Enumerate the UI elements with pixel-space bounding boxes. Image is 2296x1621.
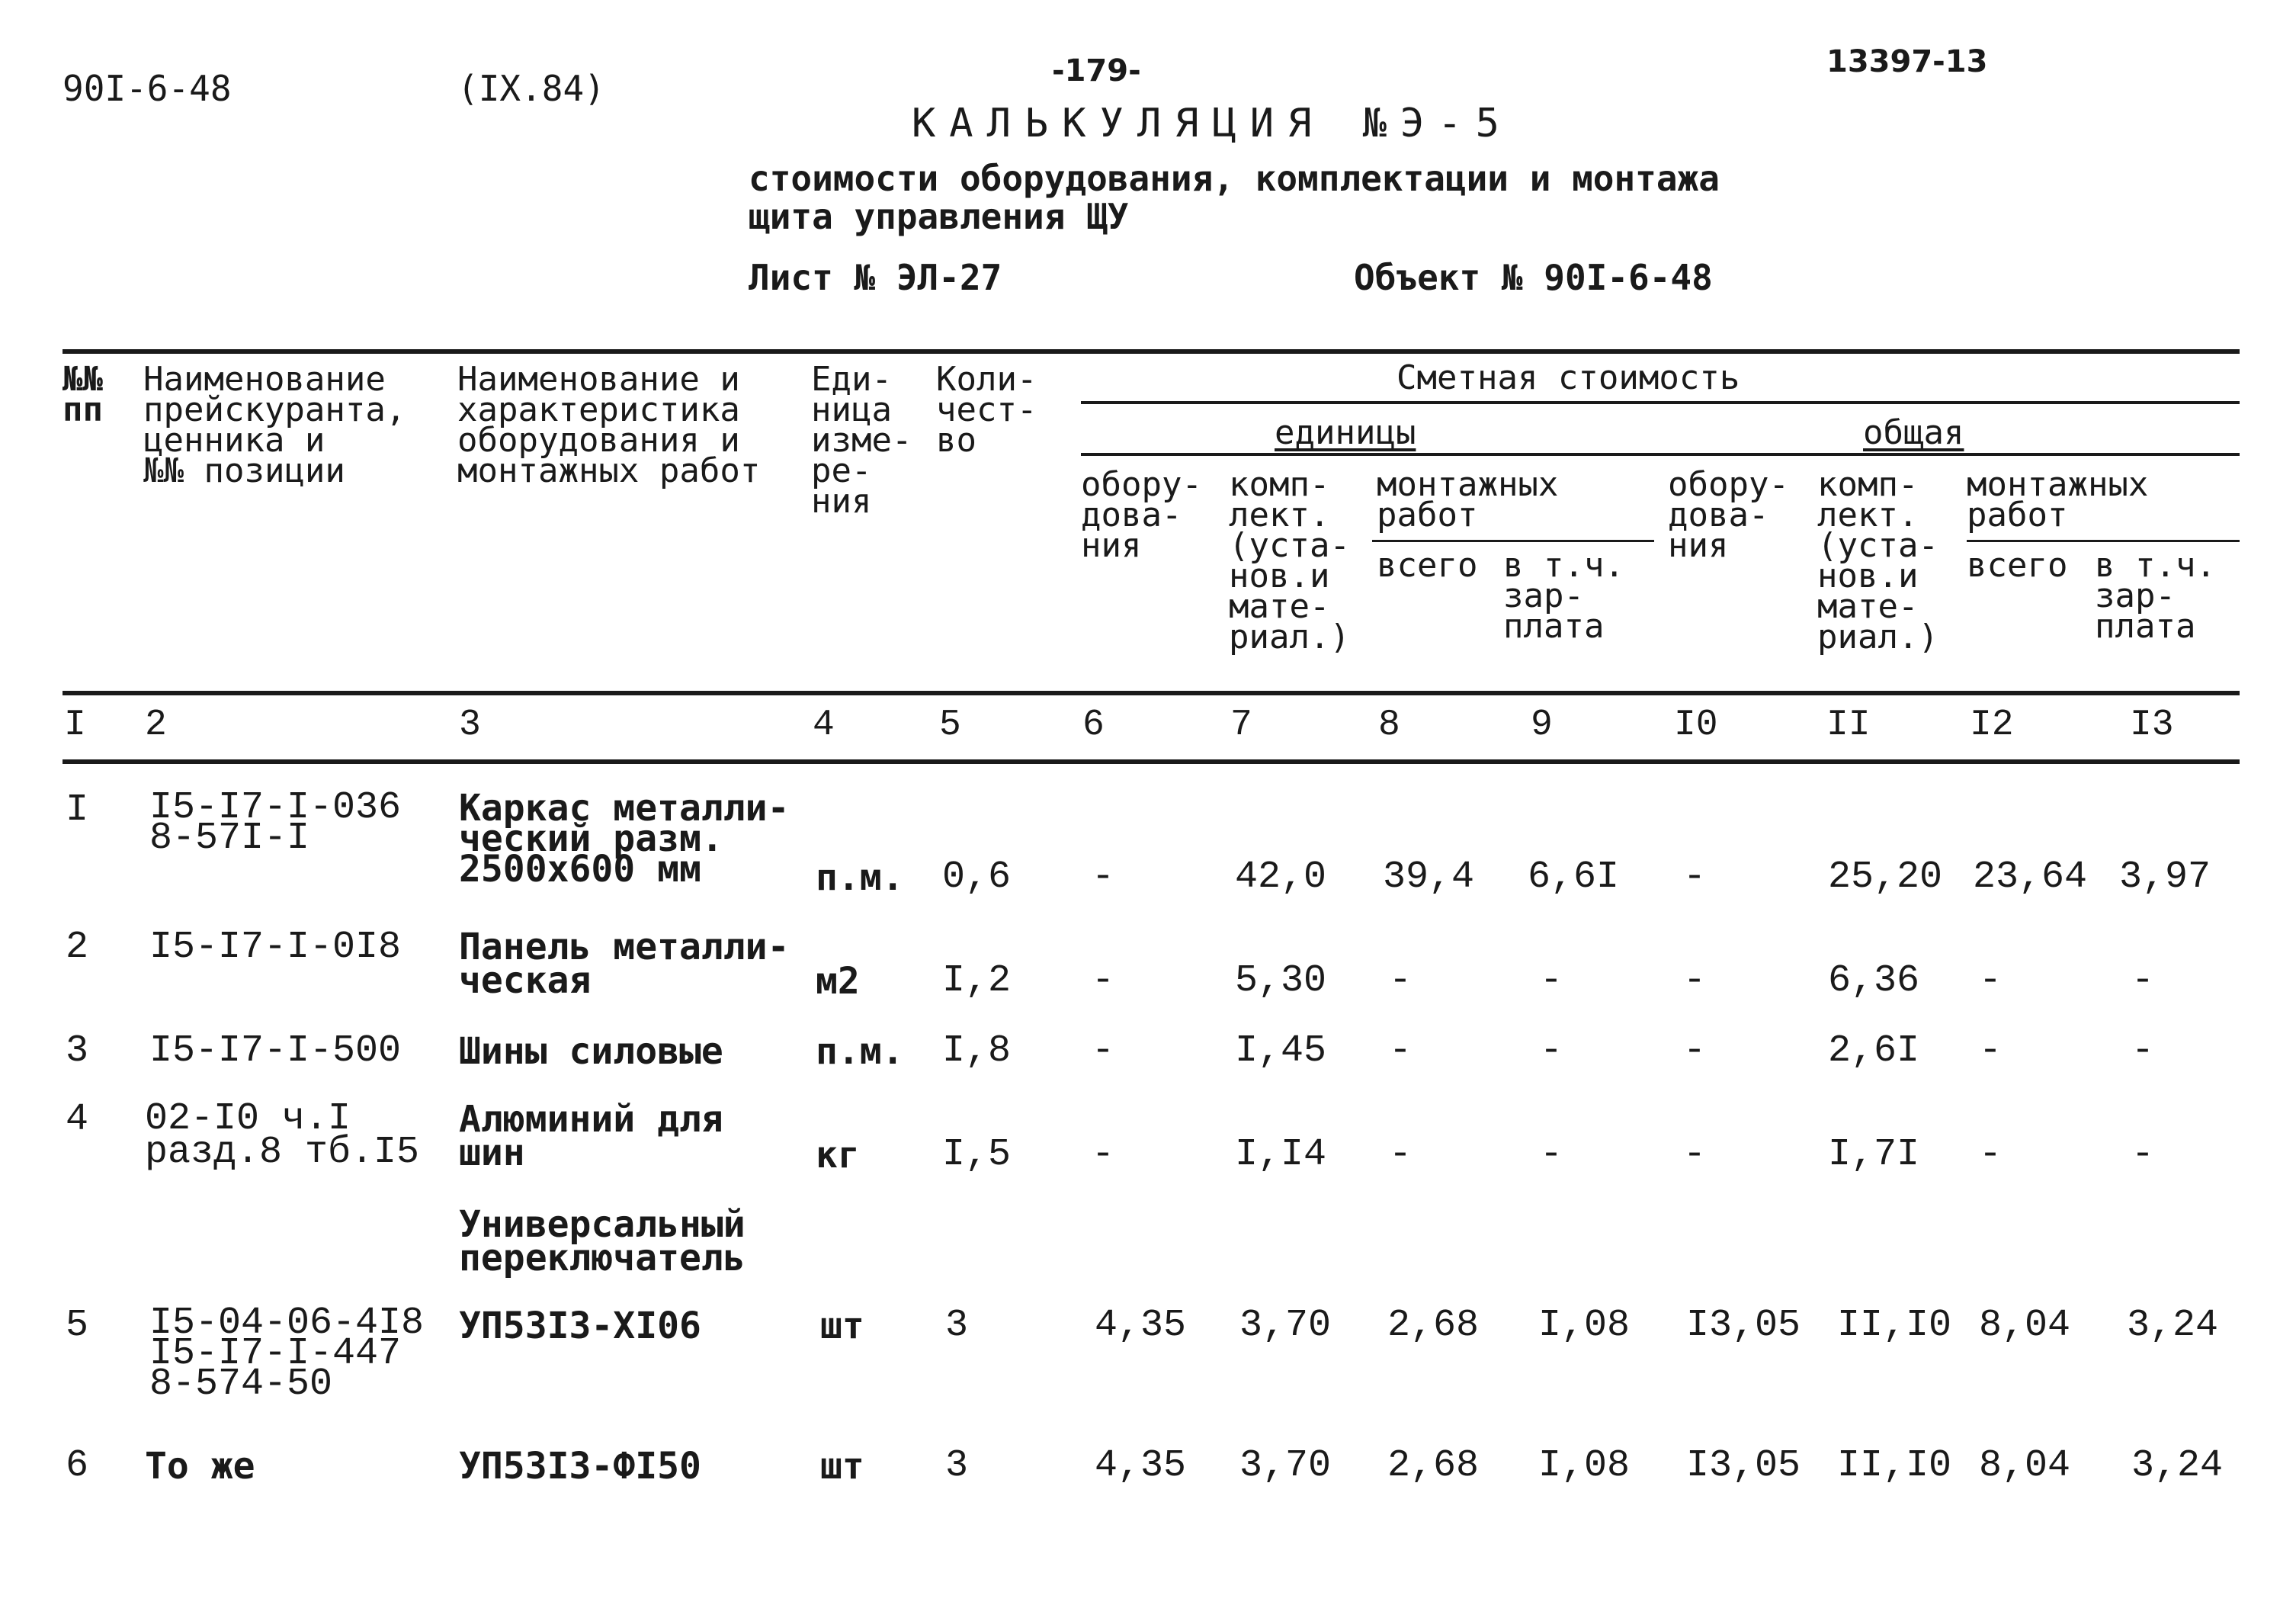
column-number: I0 bbox=[1674, 705, 1718, 746]
row-quantity: I,2 bbox=[942, 959, 1012, 1003]
table-top-rule bbox=[63, 349, 2240, 354]
row-number: 5 bbox=[66, 1304, 89, 1347]
column-number: I bbox=[64, 705, 86, 746]
row-montage-total: - bbox=[1979, 1133, 2003, 1176]
col-header-montage-total-unit: всего bbox=[1377, 546, 1478, 585]
column-number: 9 bbox=[1531, 705, 1553, 746]
row-price-code: I5-I7-I-500 bbox=[149, 1029, 402, 1073]
row-montage-total: 8,04 bbox=[1979, 1444, 2071, 1488]
col-header-equipment-unit: обору- дова- ния bbox=[1081, 465, 1202, 565]
column-number: 5 bbox=[939, 705, 961, 746]
row-item-name: УП53I3-ФI50 bbox=[459, 1445, 701, 1488]
sheet-number: Лист № ЭЛ-27 bbox=[749, 257, 1002, 298]
row-equipment-unit: - bbox=[1092, 959, 1115, 1003]
reference-number: 13397-13 bbox=[1826, 44, 1988, 79]
row-complect-total: II,I0 bbox=[1837, 1444, 1952, 1488]
row-item-name: Шины силовые bbox=[459, 1030, 723, 1073]
row-wage-unit: 6,6I bbox=[1528, 855, 1620, 899]
column-number: 4 bbox=[813, 705, 835, 746]
column-number: 6 bbox=[1082, 705, 1105, 746]
row-number: 4 bbox=[66, 1098, 89, 1141]
row-wage-total: - bbox=[2131, 1029, 2155, 1073]
col-header-unit-cost: единицы bbox=[1275, 413, 1416, 452]
row-unit: шт bbox=[820, 1445, 864, 1488]
row-equipment-total: - bbox=[1683, 1133, 1707, 1176]
row-equipment-unit: - bbox=[1092, 1133, 1115, 1176]
subgroup-header-rule bbox=[1081, 453, 2240, 456]
col-header-wage-unit: в т.ч. зар- плата bbox=[1503, 546, 1624, 646]
row-unit: п.м. bbox=[816, 1030, 904, 1073]
col-header-estimated-cost: Сметная стоимость bbox=[1397, 358, 1740, 397]
row-equipment-total: I3,05 bbox=[1686, 1444, 1801, 1488]
col-header-wage-total: в т.ч. зар- плата bbox=[2095, 546, 2216, 646]
row-quantity: 3 bbox=[945, 1444, 969, 1488]
column-number: I3 bbox=[2130, 705, 2174, 746]
col-header-total-cost: общая bbox=[1863, 413, 1964, 452]
row-item-name: Каркас металли- ческий разм. 2500х600 мм bbox=[459, 787, 790, 891]
row-section-name: Универсальный переключатель bbox=[459, 1203, 746, 1279]
row-wage-total: - bbox=[2131, 1133, 2155, 1176]
row-complect-unit: I,I4 bbox=[1235, 1133, 1327, 1176]
row-wage-total: 3,24 bbox=[2127, 1304, 2219, 1347]
row-unit: шт bbox=[820, 1305, 864, 1347]
row-equipment-unit: - bbox=[1092, 855, 1115, 899]
row-unit: п.м. bbox=[816, 856, 904, 899]
row-montage-unit: - bbox=[1389, 959, 1413, 1003]
row-unit: м2 bbox=[816, 960, 860, 1003]
row-item-name: Алюминий для шин bbox=[459, 1098, 723, 1174]
row-price-code: I5-I7-I-0I8 bbox=[149, 926, 402, 969]
column-number: I2 bbox=[1970, 705, 2014, 746]
row-equipment-total: - bbox=[1683, 855, 1707, 899]
row-montage-unit: - bbox=[1389, 1029, 1413, 1073]
column-number-rule bbox=[63, 759, 2240, 764]
header-bottom-rule bbox=[63, 691, 2240, 695]
row-item-name: Панель металли- ческая bbox=[459, 926, 790, 1002]
row-wage-unit: I,08 bbox=[1538, 1304, 1631, 1347]
row-quantity: 3 bbox=[945, 1304, 969, 1347]
row-complect-total: II,I0 bbox=[1837, 1304, 1952, 1347]
group-header-rule bbox=[1081, 401, 2240, 404]
row-montage-unit: 2,68 bbox=[1387, 1444, 1480, 1488]
column-number: II bbox=[1826, 705, 1871, 746]
col-header-montage-unit: монтажных работ bbox=[1377, 465, 1559, 534]
row-number: 3 bbox=[66, 1029, 89, 1073]
row-equipment-unit: - bbox=[1092, 1029, 1115, 1073]
row-equipment-total: I3,05 bbox=[1686, 1304, 1801, 1347]
row-wage-total: 3,97 bbox=[2119, 855, 2211, 899]
row-wage-unit: - bbox=[1540, 1029, 1563, 1073]
column-number: 7 bbox=[1230, 705, 1252, 746]
row-quantity: I,5 bbox=[942, 1133, 1012, 1176]
col-header-quantity: Коли- чест- во bbox=[936, 360, 1037, 460]
row-quantity: I,8 bbox=[942, 1029, 1012, 1073]
row-complect-total: 6,36 bbox=[1828, 959, 1920, 1003]
row-complect-total: 25,20 bbox=[1828, 855, 1943, 899]
object-number: Объект № 90I-6-48 bbox=[1354, 257, 1713, 298]
column-number: 2 bbox=[145, 705, 167, 746]
row-complect-total: 2,6I bbox=[1828, 1029, 1920, 1073]
row-equipment-unit: 4,35 bbox=[1095, 1444, 1187, 1488]
col-header-complect-total: комп- лект. (уста- нов.и мате- риал.) bbox=[1817, 465, 1938, 656]
row-montage-total: 8,04 bbox=[1979, 1304, 2071, 1347]
document-date: (IX.84) bbox=[457, 68, 605, 109]
col-header-complect-unit: комп- лект. (уста- нов.и мате- риал.) bbox=[1229, 465, 1350, 656]
row-wage-total: 3,24 bbox=[2131, 1444, 2224, 1488]
col-header-equipment-name: Наименование и характеристика оборудования и монтажных работ bbox=[457, 360, 761, 490]
row-quantity: 0,6 bbox=[942, 855, 1012, 899]
row-complect-unit: 5,30 bbox=[1235, 959, 1327, 1003]
document-subtitle-line-2: щита управления ЩУ bbox=[749, 196, 1129, 237]
row-price-code: То же bbox=[145, 1445, 255, 1488]
montage-unit-rule bbox=[1372, 540, 1654, 542]
row-montage-total: - bbox=[1979, 1029, 2003, 1073]
page-number: -179- bbox=[1052, 53, 1141, 88]
col-header-montage-total: монтажных работ bbox=[1967, 465, 2149, 534]
document-code: 90I-6-48 bbox=[63, 68, 232, 109]
montage-total-rule bbox=[1967, 540, 2240, 542]
row-wage-unit: - bbox=[1540, 959, 1563, 1003]
col-header-equipment-total: обору- дова- ния bbox=[1668, 465, 1789, 565]
row-complect-unit: 3,70 bbox=[1239, 1444, 1332, 1488]
row-montage-total: 23,64 bbox=[1973, 855, 2088, 899]
col-header-unit: Еди- ница изме- ре- ния bbox=[811, 360, 912, 521]
row-item-name: УП53I3-ХI06 bbox=[459, 1305, 701, 1347]
document-subtitle-line-1: стоимости оборудования, комплектации и монтажа bbox=[749, 158, 1720, 199]
row-complect-unit: I,45 bbox=[1235, 1029, 1327, 1073]
row-montage-unit: 39,4 bbox=[1383, 855, 1475, 899]
row-complect-total: I,7I bbox=[1828, 1133, 1920, 1176]
column-number: 3 bbox=[459, 705, 481, 746]
row-complect-unit: 3,70 bbox=[1239, 1304, 1332, 1347]
row-price-code: 02-I0 ч.I разд.8 тб.I5 bbox=[145, 1097, 420, 1174]
row-montage-unit: 2,68 bbox=[1387, 1304, 1480, 1347]
col-header-price-list: Наименование прейскуранта, ценника и №№ позиции bbox=[143, 360, 406, 490]
row-number: 2 bbox=[66, 926, 89, 969]
row-unit: кг bbox=[816, 1134, 860, 1176]
row-complect-unit: 42,0 bbox=[1235, 855, 1327, 899]
row-number: I bbox=[66, 788, 89, 832]
row-equipment-unit: 4,35 bbox=[1095, 1304, 1187, 1347]
row-wage-unit: - bbox=[1540, 1133, 1563, 1176]
column-number: 8 bbox=[1378, 705, 1400, 746]
row-price-code: I5-I7-I-036 8-57I-I bbox=[149, 786, 402, 860]
row-wage-total: - bbox=[2131, 959, 2155, 1003]
document-title: КАЛЬКУЛЯЦИЯ №Э-5 bbox=[912, 101, 1513, 146]
col-header-number: №№ пп bbox=[63, 360, 103, 429]
row-montage-total: - bbox=[1979, 959, 2003, 1003]
row-equipment-total: - bbox=[1683, 1029, 1707, 1073]
row-wage-unit: I,08 bbox=[1538, 1444, 1631, 1488]
col-header-montage-total-all: всего bbox=[1967, 546, 2068, 585]
row-number: 6 bbox=[66, 1444, 89, 1488]
row-montage-unit: - bbox=[1389, 1133, 1413, 1176]
row-equipment-total: - bbox=[1683, 959, 1707, 1003]
row-price-code: I5-04-06-4I8 I5-I7-I-447 8-574-50 bbox=[149, 1302, 425, 1406]
